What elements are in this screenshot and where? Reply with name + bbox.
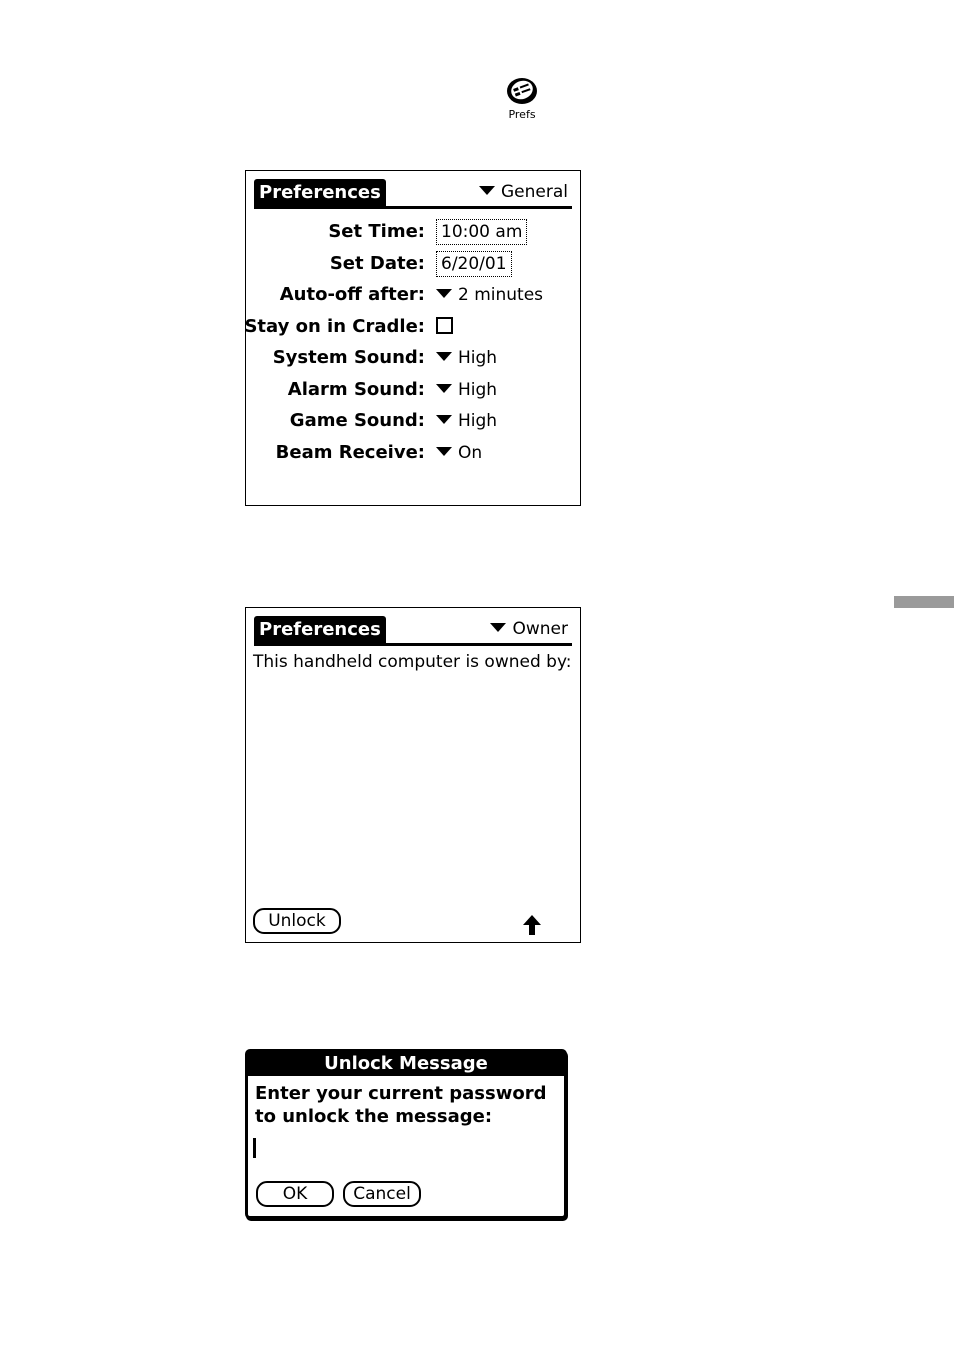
dropdown-triangle-icon [436,384,452,393]
set-time-row [246,218,580,246]
beam-receive-row [246,439,580,467]
screen-title[interactable]: Preferences [254,616,386,643]
system-sound-value: High [458,348,498,368]
owner-preferences-screen [245,607,581,943]
game-sound-row [246,407,580,435]
dropdown-triangle-icon [436,352,452,361]
ok-button[interactable]: OK [256,1181,334,1207]
beam-receive-label: Beam Receive: [275,442,425,463]
set-date-row [246,250,580,278]
owner-message: This handheld computer is owned by: [253,652,572,672]
cancel-button[interactable]: Cancel [343,1181,421,1207]
prefs-icon [505,76,539,106]
game-sound-value: High [458,411,498,431]
alarm-sound-label: Alarm Sound: [287,379,425,400]
category-label: Owner [512,619,568,639]
dropdown-triangle-icon [436,415,452,424]
dialog-message-line-2: to unlock the message: [255,1106,493,1127]
alarm-sound-popup[interactable] [436,376,497,404]
auto-off-label: Auto-off after: [279,284,425,305]
prefs-app-launcher[interactable] [498,76,546,121]
up-arrow-icon[interactable] [522,914,542,936]
stay-on-cradle-row [246,313,580,341]
unlock-message-dialog [245,1049,567,1219]
auto-off-popup[interactable] [436,281,543,309]
unlock-button[interactable]: Unlock [253,908,341,934]
category-picker[interactable] [479,179,568,206]
beam-receive-value: On [458,443,483,463]
category-picker[interactable] [490,616,568,643]
section-tab-marker [894,596,954,608]
set-time-label: Set Time: [328,221,425,242]
dialog-message [255,1082,546,1128]
dropdown-triangle-icon [479,186,495,195]
beam-receive-popup[interactable] [436,439,482,467]
dialog-message-line-1: Enter your current password [255,1083,547,1104]
game-sound-popup[interactable] [436,407,497,435]
category-label: General [501,182,568,202]
alarm-sound-row [246,376,580,404]
screen-title[interactable]: Preferences [254,179,386,206]
general-preferences-screen [245,170,581,506]
password-input-cursor[interactable] [253,1138,256,1158]
game-sound-label: Game Sound: [289,410,425,431]
auto-off-value: 2 minutes [458,285,544,305]
dialog-title: Unlock Message [248,1052,564,1076]
stay-on-cradle-checkbox[interactable] [436,317,453,334]
dropdown-triangle-icon [436,447,452,456]
title-bar [254,616,572,646]
title-bar [254,179,572,209]
system-sound-row [246,344,580,372]
set-date-label: Set Date: [329,253,425,274]
dropdown-triangle-icon [436,289,452,298]
stay-on-cradle-label: Stay on in Cradle: [244,316,425,337]
dropdown-triangle-icon [490,623,506,632]
auto-off-row [246,281,580,309]
set-time-field[interactable]: 10:00 am [436,219,527,245]
system-sound-label: System Sound: [272,347,425,368]
alarm-sound-value: High [458,380,498,400]
prefs-icon-label: Prefs [508,108,536,121]
system-sound-popup[interactable] [436,344,497,372]
set-date-field[interactable]: 6/20/01 [436,251,512,277]
